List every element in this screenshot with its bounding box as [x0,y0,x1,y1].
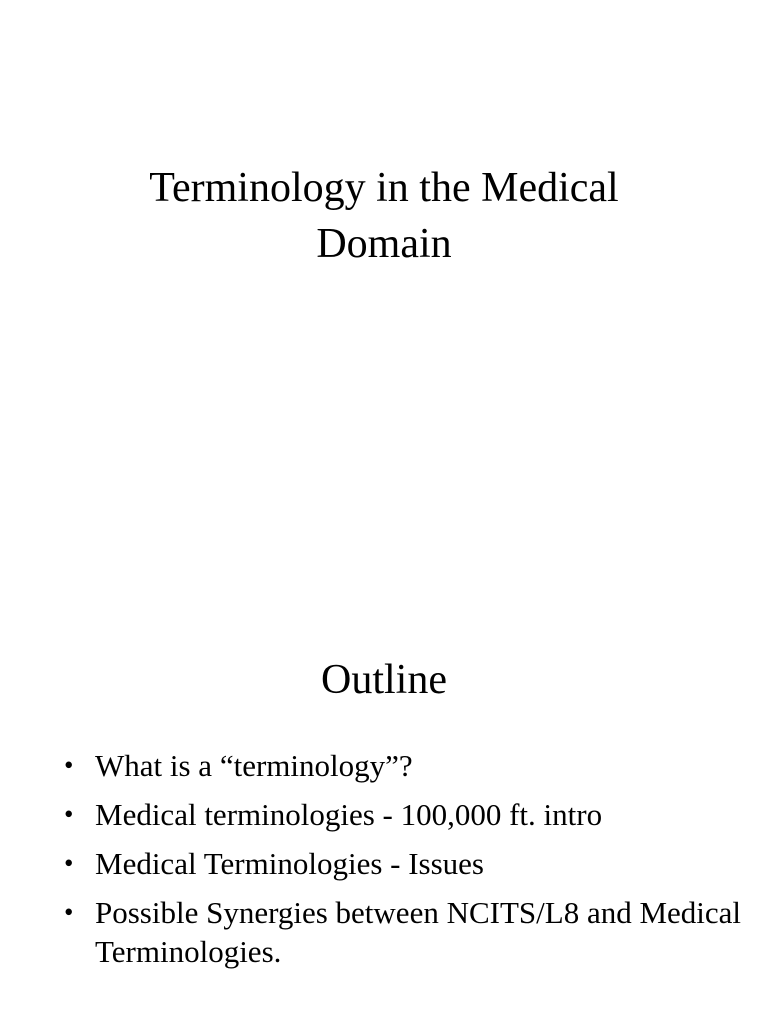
bullet-text: What is a “terminology”? [95,748,413,783]
slide-title [0,160,768,272]
outline-bullet-item [64,746,744,785]
slide-title-line-2: Domain [316,221,452,267]
outline-title: Outline [321,657,447,703]
bullet-icon: • [64,848,74,878]
outline-bullet-item [64,893,744,971]
outline-slide [0,512,768,1024]
bullet-icon: • [64,750,74,780]
slide-title-line-1: Terminology in the Medical [149,165,619,211]
bullet-icon: • [64,799,74,829]
bullet-text: Medical Terminologies - Issues [95,846,484,881]
bullet-icon: • [64,897,74,927]
outline-bullet-item [64,795,744,834]
outline-bullet-list [64,746,744,981]
bullet-text: Medical terminologies - 100,000 ft. intro [95,797,603,832]
outline-bullet-item [64,844,744,883]
bullet-text: Possible Synergies between NCITS/L8 and Medical Terminologies. [95,895,742,969]
